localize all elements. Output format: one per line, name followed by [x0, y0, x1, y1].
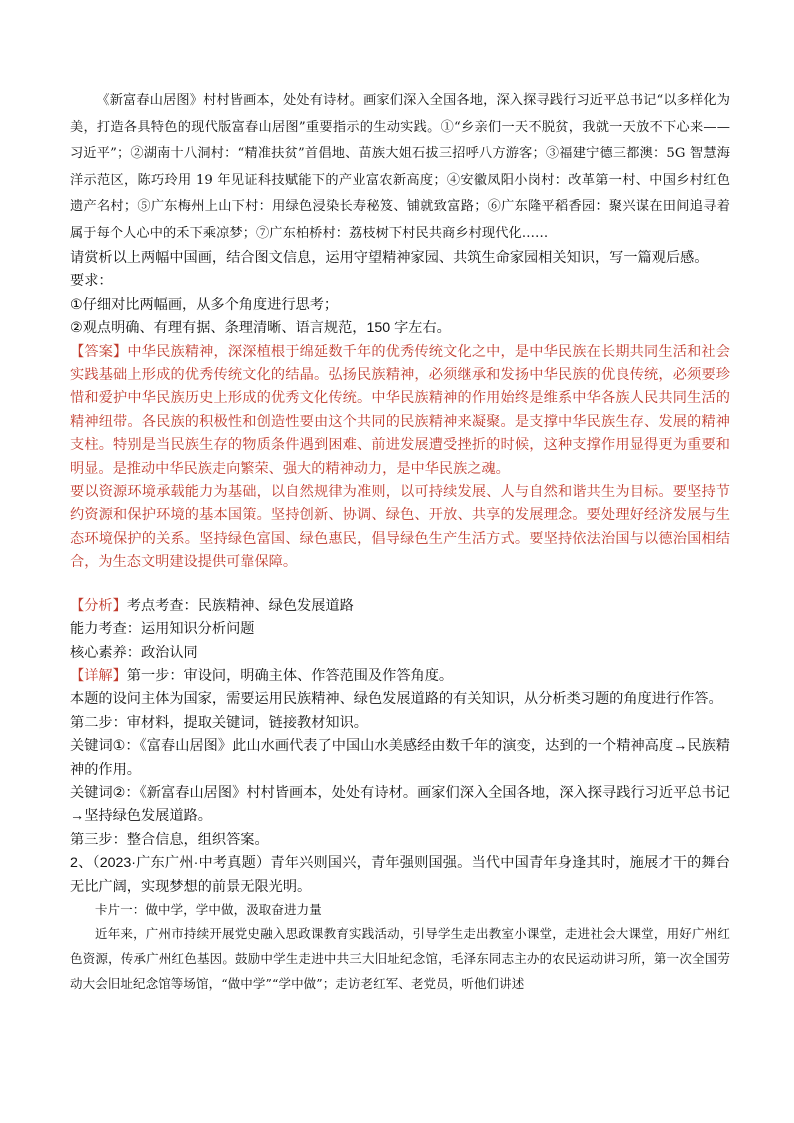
analysis-points	[70, 595, 730, 618]
answer-paragraph-2: 要以资源环境承载能力为基础，以自然规律为准则，以可持续发展、人与自然和谐共生为目标。要坚持节约资源和保护环境的基本国策。坚持创新、协调、绿色、开放、共享的发展理念。要处理好经济发展与生态环境保护的关系。坚持绿色富国、绿色惠民，倡导绿色生产生活方式。要坚持依法治国与以德治国相结合，为生态文明建设提供可靠保障。	[70, 484, 730, 571]
analysis-literacy: 核心素养：政治认同	[70, 644, 198, 661]
answer-paragraph-1	[70, 341, 730, 481]
question-block	[70, 247, 730, 899]
analysis-points-text: 考点考查：民族精神、绿色发展道路	[126, 597, 354, 614]
requirement-1: ①仔细对比两幅画，从多个角度进行思考；	[70, 296, 339, 313]
answer-text-1: 中华民族精神，深深植根于绵延数千年的优秀传统文化之中，是中华民族在长期共同生活和社会实践基础上形成的优秀传统文化的结晶。弘扬民族精神，必须继承和发扬中华民族的优良传统，必须要珍惜和爱护中华民族历史上形成的优秀文化传统。中华民族精神的作用始终是维系中华各族人民共同生活的精神纽带。各民族的积极性和创造性要由这个共同的民族精神来凝聚。是支撑中华民族生存、发展的精神支柱。特别是当民族生存的物质条件遇到困难、前进发展遭受挫折的时候，这种支撑作用显得更为重要和明显。是推动中华民族走向繁荣、强大的精神动力，是中华民族之魂。	[70, 343, 730, 477]
card-block	[70, 899, 730, 996]
question-2-stem: 2、（2023·广东广州·中考真题）青年兴则国兴，青年强则国强。当代中国青年身逢其时，施展才干的舞台无比广阔，实现梦想的前景无限光明。	[70, 855, 730, 895]
detail-step-1	[70, 665, 730, 688]
detail-tag: 【详解】	[70, 667, 127, 684]
document-page	[70, 88, 730, 996]
analysis-tag: 【分析】	[70, 597, 127, 614]
answer-tag: 【答案】	[70, 343, 128, 360]
card-body: 近年来，广州市持续开展党史融入思政课教育实践活动，引导学生走出教室小课堂，走进社会大课堂，用好广州红色资源，传承广州红色基因。鼓励中学生走进中共三大旧址纪念馆，毛泽东同志主办的农民运动讲习所，第一次全国劳动大会旧址纪念馆等场馆，“做中学”“学中做”；走访老红军、老党员，听他们讲述	[70, 925, 730, 991]
detail-step-1-text: 第一步：审设问，明确主体、作答范围及作答角度。	[126, 667, 454, 684]
detail-keyword-1: 关键词①：《富春山居图》此山水画代表了中国山水美感经由数千年的演变，达到的一个精神高度→民族精神的作用。	[70, 738, 730, 778]
material-paragraph: 《新富春山居图》村村皆画本，处处有诗材。画家们深入全国各地，深入探寻践行习近平总书记“以多样化为美，打造各具特色的现代版富春山居图”重要指示的生动实践。①“乡亲们一天不脱贫，我就一天放不下心来——习近平”；②湖南十八洞村：“精准扶贫”首倡地、苗族大姐石拔三招呼八方游客；③福建宁德三都澳：5G 智慧海洋示范区，陈巧玲用 19 年见证科技赋能下的产业富农新高度；④安徽凤阳小岗村：改革第一村、中国乡村红色遗产名村；⑤广东梅州上山下村：用绿色浸染长寿秘笈、铺就致富路；⑥广东隆平稻香园：聚兴谋在田间追寻着属于每个人心中的禾下乘凉梦；⑦广东柏桥村：荔枝树下村民共商乡村现代化……	[70, 93, 730, 241]
detail-step-2: 第二步：审材料，提取关键词，链接教材知识。	[70, 714, 368, 731]
question-prompt: 请赏析以上两幅中国画，结合图文信息，运用守望精神家园、共筑生命家园相关知识，写一篇观后感。	[70, 250, 709, 266]
material-block	[70, 88, 730, 247]
requirements-label: 要求：	[70, 273, 113, 290]
detail-step-1-body: 本题的设问主体为国家，需要运用民族精神、绿色发展道路的有关知识，从分析类习题的角度进行作答。	[70, 691, 723, 708]
card-title: 卡片一：做中学，学中做，汲取奋进力量	[95, 901, 322, 917]
detail-step-3: 第三步：整合信息，组织答案。	[70, 831, 269, 848]
analysis-ability: 能力考查：运用知识分析问题	[70, 621, 255, 638]
requirement-2: ②观点明确、有理有据、条理清晰、语言规范，150 字左右。	[70, 320, 451, 337]
spacer	[70, 575, 730, 595]
detail-keyword-2: 关键词②：《新富春山居图》村村皆画本，处处有诗材。画家们深入全国各地，深入探寻践行习近平总书记→坚持绿色发展道路。	[70, 784, 730, 825]
